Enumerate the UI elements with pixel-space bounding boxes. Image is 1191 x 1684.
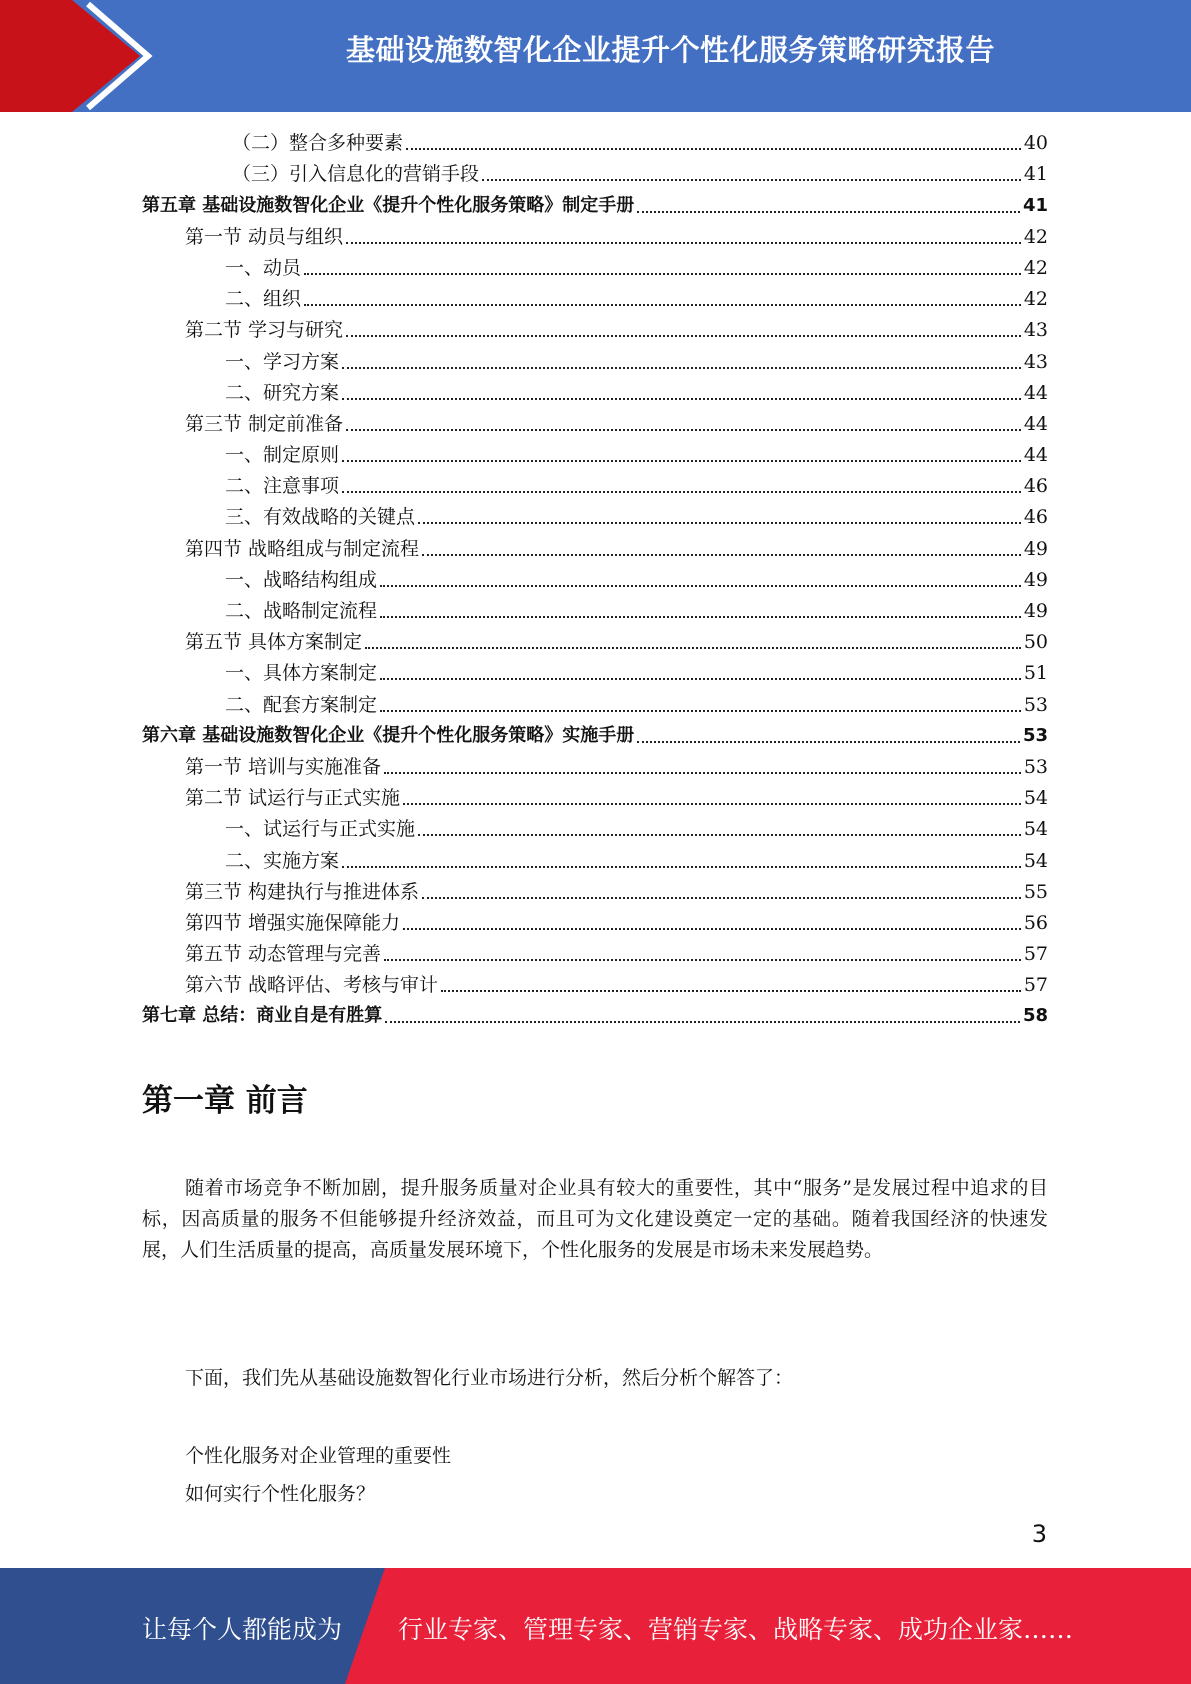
list-item: 如何实行个性化服务？ bbox=[185, 1483, 376, 1505]
toc-entry-title: 第七章 总结：商业自是有胜算 bbox=[142, 1005, 383, 1027]
toc-leader-dots bbox=[304, 304, 1021, 306]
toc-leader-dots bbox=[342, 491, 1021, 493]
toc-entry[interactable] bbox=[142, 533, 1048, 564]
toc-entry[interactable] bbox=[142, 721, 1048, 752]
toc-entry[interactable] bbox=[142, 689, 1048, 720]
chapter-heading: 第一章 前言 bbox=[142, 1083, 308, 1119]
toc-entry[interactable] bbox=[142, 939, 1048, 970]
toc-entry[interactable] bbox=[142, 877, 1048, 908]
toc-entry[interactable] bbox=[142, 190, 1048, 221]
toc-leader-dots bbox=[403, 928, 1021, 930]
toc-entry-title: 第四节 增强实施保障能力 bbox=[185, 911, 401, 934]
toc-leader-dots bbox=[422, 897, 1021, 899]
toc-leader-dots bbox=[380, 585, 1021, 587]
toc-entry-page: 44 bbox=[1023, 444, 1048, 467]
toc-entry-title: 一、动员 bbox=[225, 256, 302, 279]
toc-leader-dots bbox=[406, 148, 1021, 150]
toc-leader-dots bbox=[637, 211, 1020, 213]
toc-entry-page: 57 bbox=[1023, 974, 1048, 997]
toc-entry-title: 一、战略结构组成 bbox=[225, 568, 378, 591]
toc-entry-title: 二、注意事项 bbox=[225, 475, 340, 498]
toc-entry[interactable] bbox=[142, 783, 1048, 814]
page-footer bbox=[0, 1568, 1191, 1684]
toc-entry-page: 42 bbox=[1023, 288, 1048, 311]
toc-entry[interactable] bbox=[142, 284, 1048, 315]
toc-entry[interactable] bbox=[142, 378, 1048, 409]
footer-slogan-right: 行业专家、管理专家、营销专家、战略专家、成功企业家…… bbox=[398, 1615, 1074, 1644]
intro-paragraph: 随着市场竞争不断加剧，提升服务质量对企业具有较大的重要性，其中“服务”是发展过程中追求的目标，因高质量的服务不但能够提升经济效益，而且可为文化建设奠定一定的基础。随着我国经济的快速发展，人们生活质量的提高，高质量发展环境下，个性化服务的发展是市场未来发展趋势。 bbox=[142, 1177, 1048, 1261]
toc-leader-dots bbox=[365, 647, 1021, 649]
toc-entry-title: 第六节 战略评估、考核与审计 bbox=[185, 974, 439, 997]
toc-entry-page: 56 bbox=[1023, 911, 1048, 934]
toc-leader-dots bbox=[342, 367, 1021, 369]
toc-entry-page: 53 bbox=[1022, 724, 1048, 746]
toc-entry-page: 42 bbox=[1023, 256, 1048, 279]
toc-entry-title: 一、学习方案 bbox=[225, 350, 340, 373]
page-number: 3 bbox=[1031, 1520, 1047, 1548]
toc-entry-page: 49 bbox=[1023, 537, 1048, 560]
toc-entry-page: 57 bbox=[1023, 943, 1048, 966]
toc-entry[interactable] bbox=[142, 1001, 1048, 1032]
toc-entry[interactable] bbox=[142, 128, 1048, 159]
toc-leader-dots bbox=[482, 179, 1021, 181]
toc-leader-dots bbox=[380, 616, 1021, 618]
toc-entry-title: 第三节 制定前准备 bbox=[185, 412, 344, 435]
toc-entry[interactable] bbox=[142, 845, 1048, 876]
toc-entry-title: 第五节 具体方案制定 bbox=[185, 631, 363, 654]
toc-entry[interactable] bbox=[142, 565, 1048, 596]
toc-entry-title: 第二节 学习与研究 bbox=[185, 319, 344, 342]
toc-entry-title: 二、战略制定流程 bbox=[225, 600, 378, 622]
toc-entry-page: 43 bbox=[1023, 319, 1048, 342]
toc-entry-title: 一、制定原则 bbox=[225, 444, 340, 467]
toc-entry-title: 第一节 培训与实施准备 bbox=[185, 755, 382, 778]
toc-entry-page: 51 bbox=[1023, 662, 1048, 685]
toc-leader-dots bbox=[418, 834, 1021, 836]
toc-leader-dots bbox=[346, 429, 1021, 431]
toc-entry-page: 53 bbox=[1023, 693, 1048, 716]
toc-entry-title: 第五章 基础设施数智化企业《提升个性化服务策略》制定手册 bbox=[142, 194, 635, 216]
toc-leader-dots bbox=[385, 1021, 1020, 1023]
footer-slogan-left: 让每个人都能成为 bbox=[142, 1615, 343, 1644]
toc-entry-title: （二）整合多种要素 bbox=[232, 132, 404, 155]
toc-entry-title: 二、实施方案 bbox=[225, 849, 340, 872]
toc-leader-dots bbox=[380, 678, 1021, 680]
toc-entry-page: 44 bbox=[1023, 412, 1048, 435]
toc-entry-page: 54 bbox=[1023, 818, 1048, 841]
toc-entry-page: 46 bbox=[1023, 506, 1048, 529]
toc-entry-page: 40 bbox=[1023, 132, 1048, 155]
toc-entry-title: 第六章 基础设施数智化企业《提升个性化服务策略》实施手册 bbox=[142, 724, 635, 746]
toc-leader-dots bbox=[342, 398, 1021, 400]
lead-in-paragraph: 下面，我们先从基础设施数智化行业市场进行分析，然后分析个解答了： bbox=[185, 1367, 794, 1389]
toc-entry[interactable] bbox=[142, 752, 1048, 783]
toc-leader-dots bbox=[346, 242, 1021, 244]
toc-entry[interactable] bbox=[142, 253, 1048, 284]
toc-entry-title: 二、研究方案 bbox=[225, 381, 340, 404]
toc-leader-dots bbox=[342, 460, 1021, 462]
toc-entry-page: 41 bbox=[1022, 194, 1048, 216]
toc-entry-title: 二、配套方案制定 bbox=[225, 693, 378, 716]
toc-entry-title: 第五节 动态管理与完善 bbox=[185, 943, 382, 966]
toc-entry[interactable] bbox=[142, 159, 1048, 190]
toc-entry-title: （三）引入信息化的营销手段 bbox=[232, 163, 480, 186]
toc-entry-title: 二、组织 bbox=[225, 288, 302, 311]
toc-entry-page: 49 bbox=[1023, 600, 1048, 622]
toc-leader-dots bbox=[342, 866, 1021, 868]
toc-leader-dots bbox=[441, 990, 1021, 992]
toc-entry[interactable] bbox=[142, 440, 1048, 471]
toc-leader-dots bbox=[346, 335, 1021, 337]
toc-entry[interactable] bbox=[142, 814, 1048, 845]
toc-entry[interactable] bbox=[142, 471, 1048, 502]
toc-leader-dots bbox=[637, 741, 1020, 743]
toc-entry-page: 42 bbox=[1023, 225, 1048, 248]
toc-entry[interactable] bbox=[142, 596, 1048, 627]
toc-entry[interactable] bbox=[142, 346, 1048, 377]
toc-leader-dots bbox=[380, 710, 1021, 712]
toc-entry[interactable] bbox=[142, 970, 1048, 1001]
toc-entry-page: 50 bbox=[1023, 631, 1048, 654]
toc-entry-title: 三、有效战略的关键点 bbox=[225, 506, 416, 529]
list-item: 个性化服务对企业管理的重要性 bbox=[185, 1445, 452, 1467]
toc-entry-page: 55 bbox=[1023, 880, 1048, 903]
toc-leader-dots bbox=[304, 273, 1021, 275]
toc-entry-page: 58 bbox=[1022, 1005, 1048, 1027]
toc-entry-page: 54 bbox=[1023, 849, 1048, 872]
toc-entry-page: 53 bbox=[1023, 755, 1048, 778]
toc-entry-page: 49 bbox=[1023, 568, 1048, 591]
table-of-contents bbox=[142, 128, 1048, 1032]
toc-leader-dots bbox=[422, 554, 1021, 556]
toc-entry-title: 第四节 战略组成与制定流程 bbox=[185, 537, 420, 560]
toc-leader-dots bbox=[403, 803, 1021, 805]
toc-entry-page: 54 bbox=[1023, 787, 1048, 810]
toc-entry-title: 第二节 试运行与正式实施 bbox=[185, 787, 401, 810]
header-title: 基础设施数智化企业提升个性化服务策略研究报告 bbox=[345, 33, 995, 67]
toc-entry[interactable] bbox=[142, 627, 1048, 658]
page-header bbox=[0, 0, 1191, 112]
toc-entry-title: 一、试运行与正式实施 bbox=[225, 818, 416, 841]
toc-entry-title: 第三节 构建执行与推进体系 bbox=[185, 880, 420, 903]
toc-entry[interactable] bbox=[142, 315, 1048, 346]
toc-leader-dots bbox=[384, 959, 1021, 961]
toc-entry[interactable] bbox=[142, 502, 1048, 533]
toc-entry-page: 44 bbox=[1023, 381, 1048, 404]
toc-leader-dots bbox=[418, 522, 1021, 524]
toc-entry-title: 一、具体方案制定 bbox=[225, 662, 378, 685]
toc-entry[interactable] bbox=[142, 908, 1048, 939]
toc-entry[interactable] bbox=[142, 222, 1048, 253]
toc-entry[interactable] bbox=[142, 409, 1048, 440]
toc-leader-dots bbox=[384, 772, 1021, 774]
toc-entry-page: 46 bbox=[1023, 475, 1048, 498]
toc-entry[interactable] bbox=[142, 658, 1048, 689]
toc-entry-page: 41 bbox=[1023, 163, 1048, 186]
toc-entry-title: 第一节 动员与组织 bbox=[185, 225, 344, 248]
toc-entry-page: 43 bbox=[1023, 350, 1048, 373]
